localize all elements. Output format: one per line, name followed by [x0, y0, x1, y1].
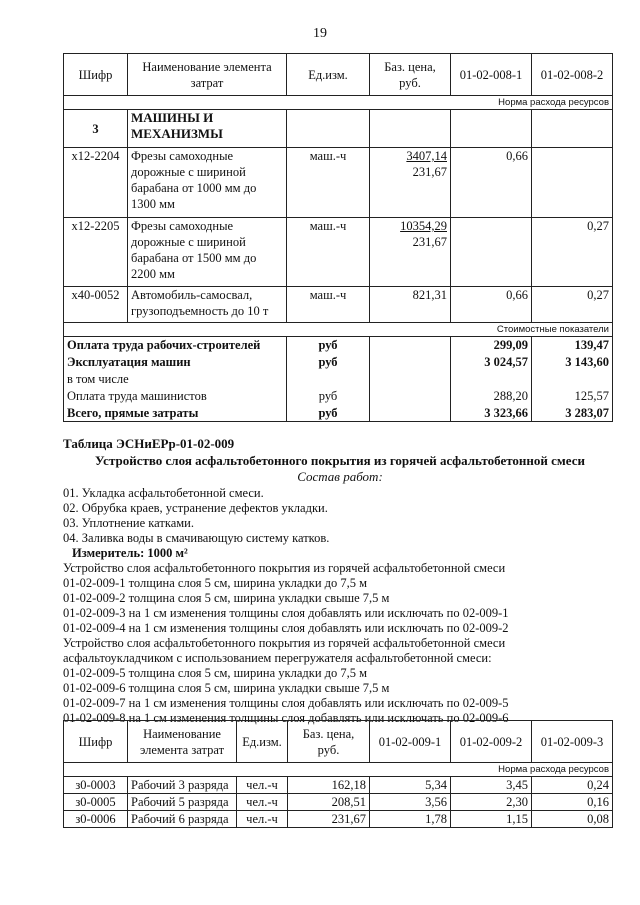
resource-table-008 [63, 53, 613, 422]
table-row: з0-0006 Рабочий 6 разряда чел.-ч 231,67 1,78 1,15 0,08 [64, 811, 613, 828]
table-title: Таблица ЭСНиЕРр-01-02-009 [63, 436, 235, 451]
table-subtitle: Устройство слоя асфальтобетонного покрытия из горячей асфальтобетонной смеси [95, 453, 585, 468]
desc-line: 01-02-009-2 толщина слоя 5 см, ширина укладки свыше 7,5 м [63, 591, 390, 605]
col-header-008-2: 01-02-008-2 [532, 54, 613, 96]
col-header-008-1: 01-02-008-1 [451, 54, 532, 96]
table-row: х40-0052 Автомобиль-самосвал, грузоподъемность до 10 т маш.-ч 821,31 0,66 0,27 [64, 287, 613, 323]
col-header-price: Баз. цена, руб. [288, 721, 370, 763]
work-item: 03. Уплотнение катками. [63, 516, 194, 530]
table-row: х12-2204 Фрезы самоходные дорожные с шириной барабана от 1000 мм до 1300 мм маш.-ч 3407,14 231,67 0,66 [64, 148, 613, 218]
col-header-009-1: 01-02-009-1 [370, 721, 451, 763]
cost-row: Оплата труда рабочих-строителей руб 299,09 139,47 [64, 337, 613, 354]
col-header-code: Шифр [64, 54, 128, 96]
col-header-name: Наименование элемента затрат [128, 54, 287, 96]
work-item: 02. Обрубка краев, устранение дефектов укладки. [63, 501, 328, 515]
work-item: 01. Укладка асфальтобетонной смеси. [63, 486, 264, 500]
cost-row: Эксплуатация машин руб 3 024,57 3 143,60 [64, 354, 613, 371]
desc-line: 01-02-009-1 толщина слоя 5 см, ширина укладки до 7,5 м [63, 576, 368, 590]
cost-row: Всего, прямые затраты руб 3 323,66 3 283,07 [64, 405, 613, 422]
page-number: 19 [313, 26, 327, 41]
table-row: з0-0003 Рабочий 3 разряда чел.-ч 162,18 5,34 3,45 0,24 [64, 777, 613, 794]
desc-line: 01-02-009-7 на 1 см изменения толщины слоя добавлять или исключать по 02-009-5 [63, 696, 509, 710]
norm-label: Норма расхода ресурсов [64, 763, 613, 777]
cost-label: Стоимостные показатели [64, 323, 613, 337]
col-header-009-3: 01-02-009-3 [532, 721, 613, 763]
col-header-unit: Ед.изм. [287, 54, 370, 96]
col-header-009-2: 01-02-009-2 [451, 721, 532, 763]
table-row: х12-2205 Фрезы самоходные дорожные с шириной барабана от 1500 мм до 2200 мм маш.-ч 10354,29 231,67 0,27 [64, 218, 613, 287]
col-header-name: Наименование элемента затрат [128, 721, 237, 763]
resource-table-009 [63, 720, 613, 828]
desc-line: асфальтоукладчиком с использованием перегружателя асфальтобетонной смеси: [63, 651, 492, 665]
cost-row: Оплата труда машинистов руб 288,20 125,57 [64, 388, 613, 405]
cost-row: в том числе [64, 371, 613, 388]
col-header-unit: Ед.изм. [237, 721, 288, 763]
work-item: 04. Заливка воды в смачивающую систему катков. [63, 531, 330, 545]
desc-line: 01-02-009-5 толщина слоя 5 см, ширина укладки до 7,5 м [63, 666, 368, 680]
desc-line: Устройство слоя асфальтобетонного покрытия из горячей асфальтобетонной смеси [63, 636, 506, 650]
section-title: МАШИНЫ И МЕХАНИЗМЫ [128, 110, 287, 148]
desc-line: 01-02-009-3 на 1 см изменения толщины слоя добавлять или исключать по 02-009-1 [63, 606, 509, 620]
section-code: 3 [64, 110, 128, 148]
desc-line: 01-02-009-8 на 1 см изменения толщины слоя добавлять или исключать по 02-009-6 [63, 711, 509, 725]
works-heading: Состав работ: [297, 469, 383, 484]
col-header-code: Шифр [64, 721, 128, 763]
col-header-price: Баз. цена, руб. [370, 54, 451, 96]
table-row: з0-0005 Рабочий 5 разряда чел.-ч 208,51 3,56 2,30 0,16 [64, 794, 613, 811]
norm-label: Норма расхода ресурсов [64, 96, 613, 110]
desc-line: Устройство слоя асфальтобетонного покрытия из горячей асфальтобетонной смеси [63, 561, 506, 575]
measure-unit: Измеритель: 1000 м² [72, 546, 188, 560]
desc-line: 01-02-009-6 толщина слоя 5 см, ширина укладки свыше 7,5 м [63, 681, 390, 695]
desc-line: 01-02-009-4 на 1 см изменения толщины слоя добавлять или исключать по 02-009-2 [63, 621, 509, 635]
